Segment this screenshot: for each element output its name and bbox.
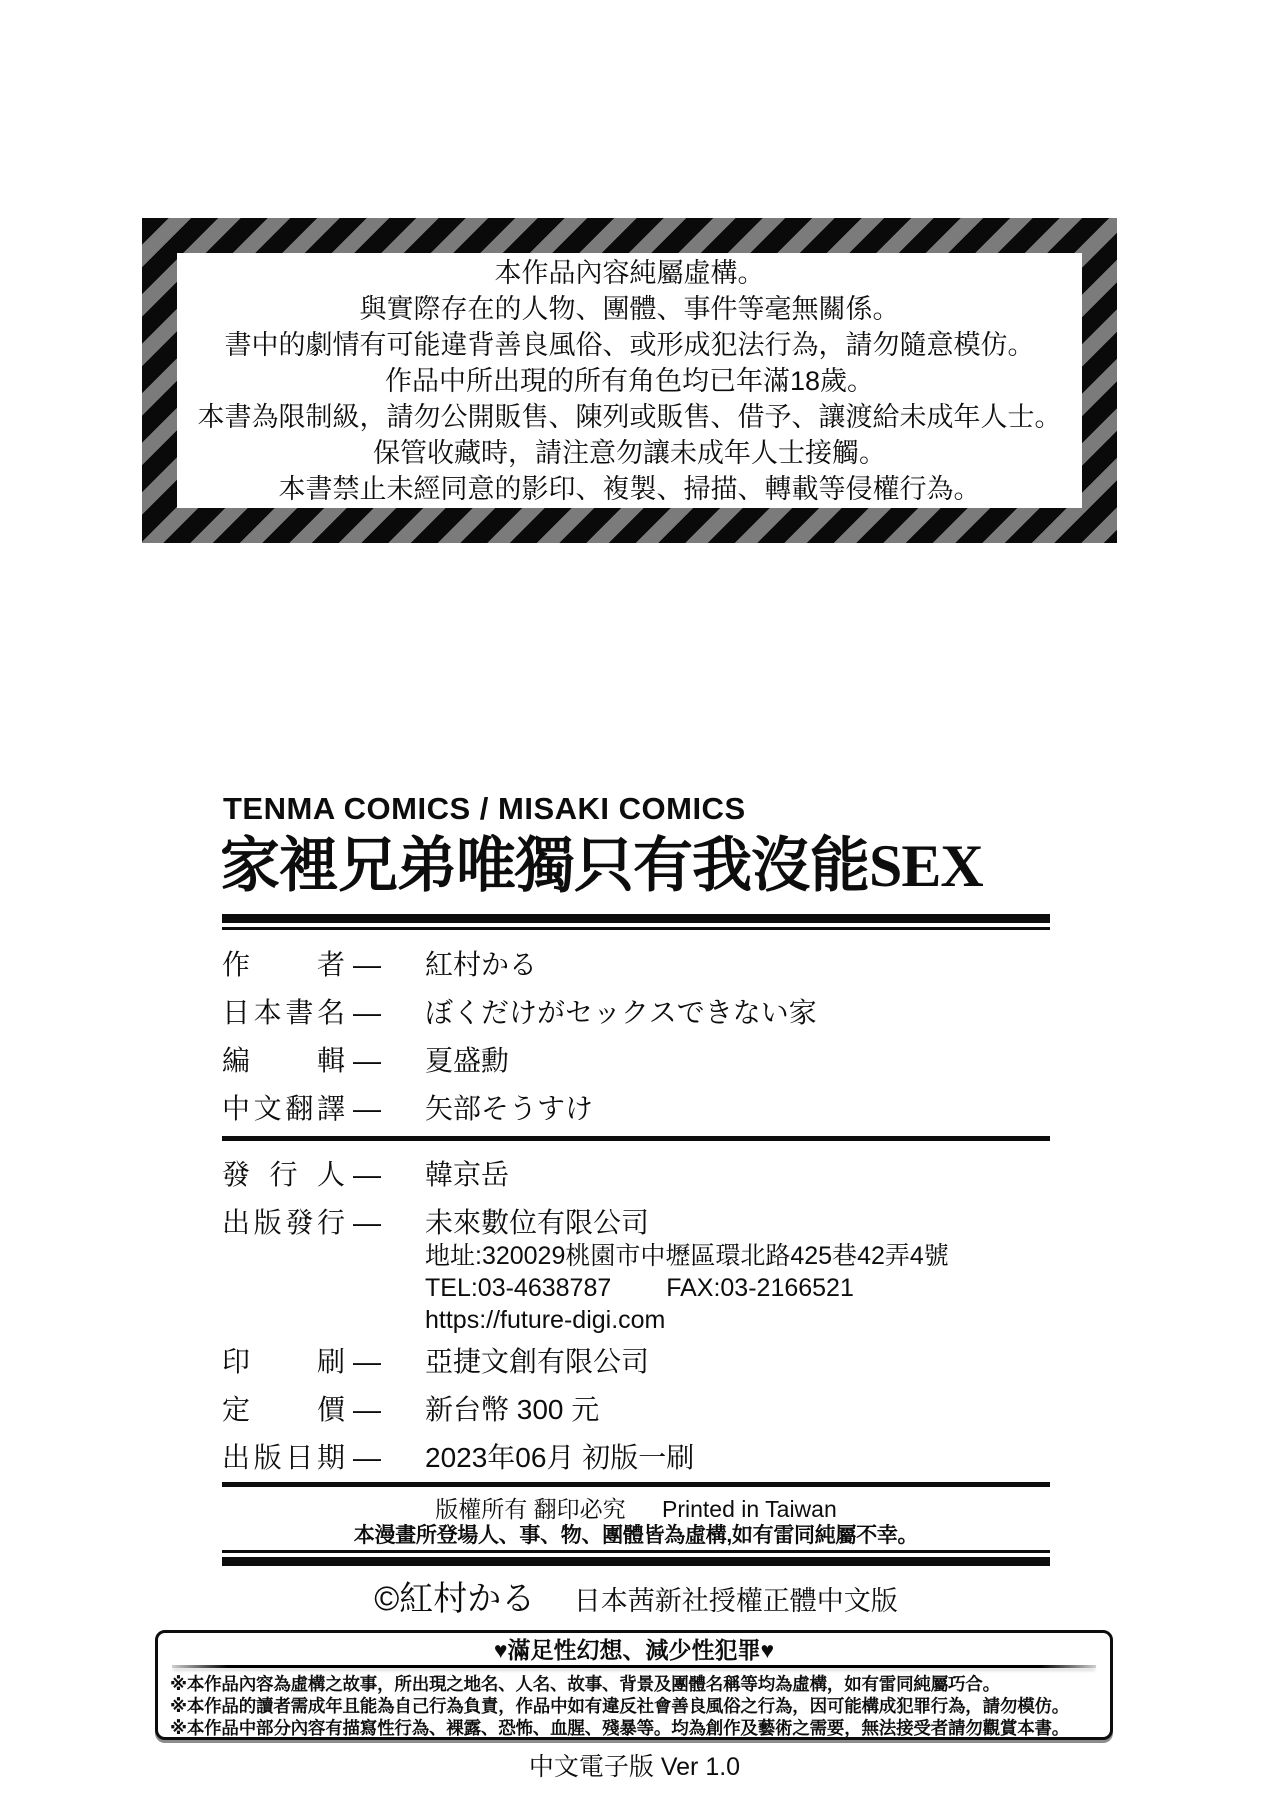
credit-label: 定價 bbox=[222, 1394, 345, 1425]
credit-label: 中文翻譯 bbox=[222, 1093, 345, 1124]
copyright-notice: 版權所有 翻印必究 bbox=[435, 1496, 626, 1522]
publisher-fax: FAX:03-2166521 bbox=[666, 1274, 854, 1302]
publisher-phone-line bbox=[425, 1272, 949, 1304]
age-warning-inner bbox=[177, 253, 1082, 508]
warning-line: 本書為限制級，請勿公開販售、陳列或販售、借予、讓渡給未成年人士。 bbox=[197, 401, 1062, 432]
section-divider bbox=[222, 1482, 1050, 1487]
imprint-line: TENMA COMICS / MISAKI COMICS bbox=[223, 791, 746, 826]
divider-thick-bar bbox=[222, 914, 1050, 923]
warning-line: 保管收藏時，請注意勿讓未成年人士接觸。 bbox=[373, 437, 886, 468]
age-warning-box bbox=[142, 218, 1117, 543]
publisher-url: https://future-digi.com bbox=[425, 1306, 666, 1334]
credit-row-editor bbox=[222, 1044, 1050, 1092]
credit-row-japanese-title bbox=[222, 996, 1050, 1044]
credit-label: 出版發行 bbox=[222, 1207, 345, 1238]
credit-value: 未來數位有限公司 bbox=[425, 1207, 650, 1238]
credit-label: 日本書名 bbox=[222, 997, 345, 1028]
section-divider bbox=[222, 1136, 1050, 1141]
credit-dash: — bbox=[353, 1394, 381, 1425]
warning-line: 作品中所出現的所有角色均已年滿18歲。 bbox=[384, 365, 875, 396]
credit-dash: — bbox=[353, 1346, 381, 1377]
credit-value: 2023年06月 初版一刷 bbox=[425, 1442, 695, 1473]
author-copyright: ©紅村かる bbox=[374, 1580, 536, 1618]
credit-label: 作者 bbox=[222, 949, 345, 980]
bottom-double-divider bbox=[222, 1550, 1050, 1566]
edition-version-footer: 中文電子版 Ver 1.0 bbox=[528, 1753, 741, 1781]
title-divider bbox=[222, 914, 1050, 930]
license-line bbox=[222, 1578, 1050, 1622]
content-notice-box bbox=[155, 1630, 1113, 1740]
credit-dash: — bbox=[353, 1093, 381, 1124]
credit-dash: — bbox=[353, 1442, 381, 1473]
credit-value: 亞捷文創有限公司 bbox=[425, 1346, 650, 1377]
credit-value: 矢部そうすけ bbox=[425, 1093, 594, 1124]
fiction-disclaimer: 本漫畫所登場人、事、物、團體皆為虛構,如有雷同純屬不幸。 bbox=[353, 1524, 919, 1547]
notice-line: ※本作品中部分內容有描寫性行為、裸露、恐怖、血腥、殘暴等。均為創作及藝術之需要，無法接受者請勿觀賞本書。 bbox=[170, 1718, 1070, 1738]
credit-row-printer bbox=[222, 1345, 1050, 1393]
warning-line: 本作品內容純屬虛構。 bbox=[494, 257, 765, 288]
credit-dash: — bbox=[353, 949, 381, 980]
copyright-line bbox=[222, 1496, 1050, 1522]
credits-production bbox=[222, 1345, 1050, 1489]
license-text: 日本茜新社授權正體中文版 bbox=[573, 1586, 898, 1616]
publisher-tel: TEL:03-4638787 bbox=[425, 1274, 612, 1302]
divider-thin-bar bbox=[222, 927, 1050, 930]
credit-row-translator bbox=[222, 1092, 1050, 1140]
credit-label: 發行人 bbox=[222, 1159, 345, 1190]
credit-row-publisher-person bbox=[222, 1158, 1050, 1206]
credit-dash: — bbox=[353, 997, 381, 1028]
credits-primary bbox=[222, 948, 1050, 1140]
warning-line: 本書禁止未經同意的影印、複製、掃描、轉載等侵權行為。 bbox=[278, 473, 981, 504]
credit-value: 紅村かる bbox=[425, 949, 538, 980]
credit-label: 印刷 bbox=[222, 1346, 345, 1377]
credit-dash: — bbox=[353, 1045, 381, 1076]
warning-line: 書中的劇情有可能違背善良風俗、或形成犯法行為，請勿隨意模仿。 bbox=[224, 329, 1035, 360]
publisher-contact bbox=[425, 1240, 949, 1336]
publisher-address: 地址:320029桃園市中壢區環北路425巷42弄4號 bbox=[425, 1242, 949, 1270]
warning-line: 與實際存在的人物、團體、事件等毫無關係。 bbox=[359, 293, 900, 324]
notice-separator bbox=[172, 1665, 1096, 1668]
notice-heading: ♥滿足性幻想、減少性犯罪♥ bbox=[493, 1637, 775, 1663]
notice-line: ※本作品的讀者需成年且能為自己行為負責，作品中如有違反社會善良風俗之行為，因可能構成犯罪行為，請勿模仿。 bbox=[170, 1696, 1070, 1716]
credit-label: 編輯 bbox=[222, 1045, 345, 1076]
credit-value: ぼくだけがセックスできない家 bbox=[425, 997, 817, 1028]
printed-in-taiwan: Printed in Taiwan bbox=[662, 1496, 837, 1522]
divider-thick-bar bbox=[222, 1557, 1050, 1566]
credit-row-price bbox=[222, 1393, 1050, 1441]
credit-dash: — bbox=[353, 1159, 381, 1190]
credit-label: 出版日期 bbox=[222, 1442, 345, 1473]
credit-value: 韓京岳 bbox=[425, 1159, 510, 1190]
book-title: 家裡兄弟唯獨只有我沒能SEX bbox=[220, 833, 983, 899]
credit-value: 夏盛勳 bbox=[425, 1045, 510, 1076]
notice-line: ※本作品內容為虛構之故事，所出現之地名、人名、故事、背景及團體名稱等均為虛構，如有雷同純屬巧合。 bbox=[170, 1674, 1000, 1694]
credit-dash: — bbox=[353, 1207, 381, 1238]
credit-row-author bbox=[222, 948, 1050, 996]
credit-value: 新台幣 300 元 bbox=[425, 1394, 600, 1425]
